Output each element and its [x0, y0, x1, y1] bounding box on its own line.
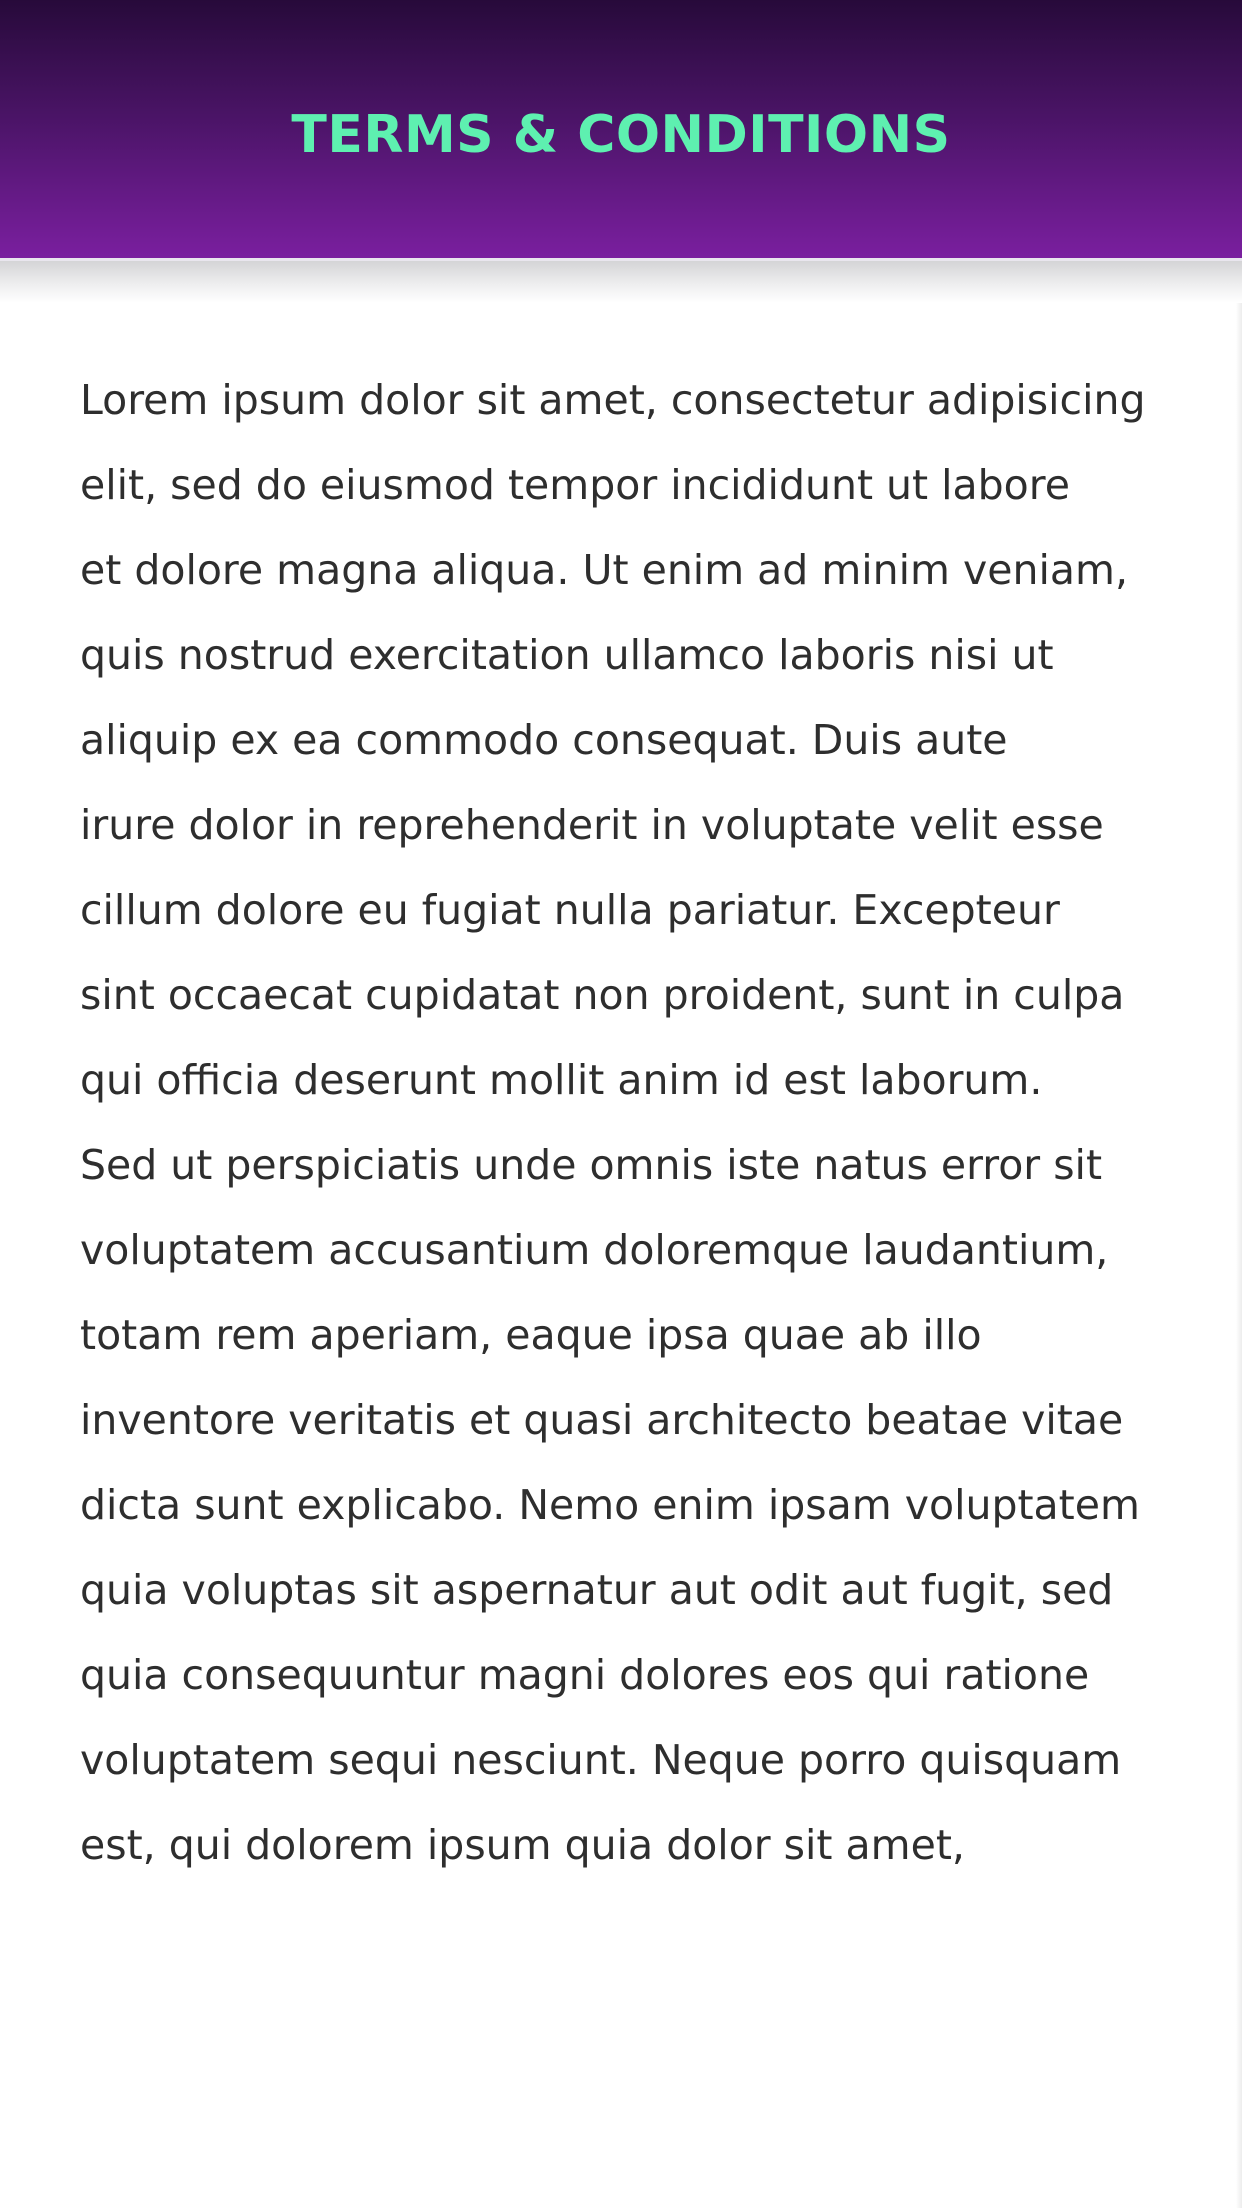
terms-content [80, 358, 1190, 1888]
scroll-edge [1236, 303, 1242, 2208]
page-title: TERMS & CONDITIONS [291, 105, 951, 165]
header-shadow [0, 261, 1242, 303]
terms-text: Lorem ipsum dolor sit amet, consectetur adipisicing elit, sed do eiusmod tempor incididunt ut labore et dolore magna aliqua. Ut enim ad minim veniam, quis nostrud exercitation ullamco laboris nisi ut aliquip ex ea commodo consequat. Duis aute irure dolor in reprehenderit in voluptate velit esse cillum dolore eu fugiat nulla pariatur. Excepteur sint occaecat cupidatat non proident, sunt in culpa qui officia deserunt mollit anim id est laborum. Sed ut perspiciatis unde omnis iste natus error sit voluptatem accusantium doloremque laudantium, totam rem aperiam, eaque ipsa quae ab illo inventore veritatis et quasi architecto beatae vitae dicta sunt explicabo. Nemo enim ipsam voluptatem quia voluptas sit aspernatur aut odit aut fugit, sed quia consequuntur magni dolores eos qui ratione voluptatem sequi nesciunt. Neque porro quisquam est, qui dolorem ipsum quia dolor sit amet, [80, 376, 1146, 1869]
header-bar [0, 0, 1242, 261]
